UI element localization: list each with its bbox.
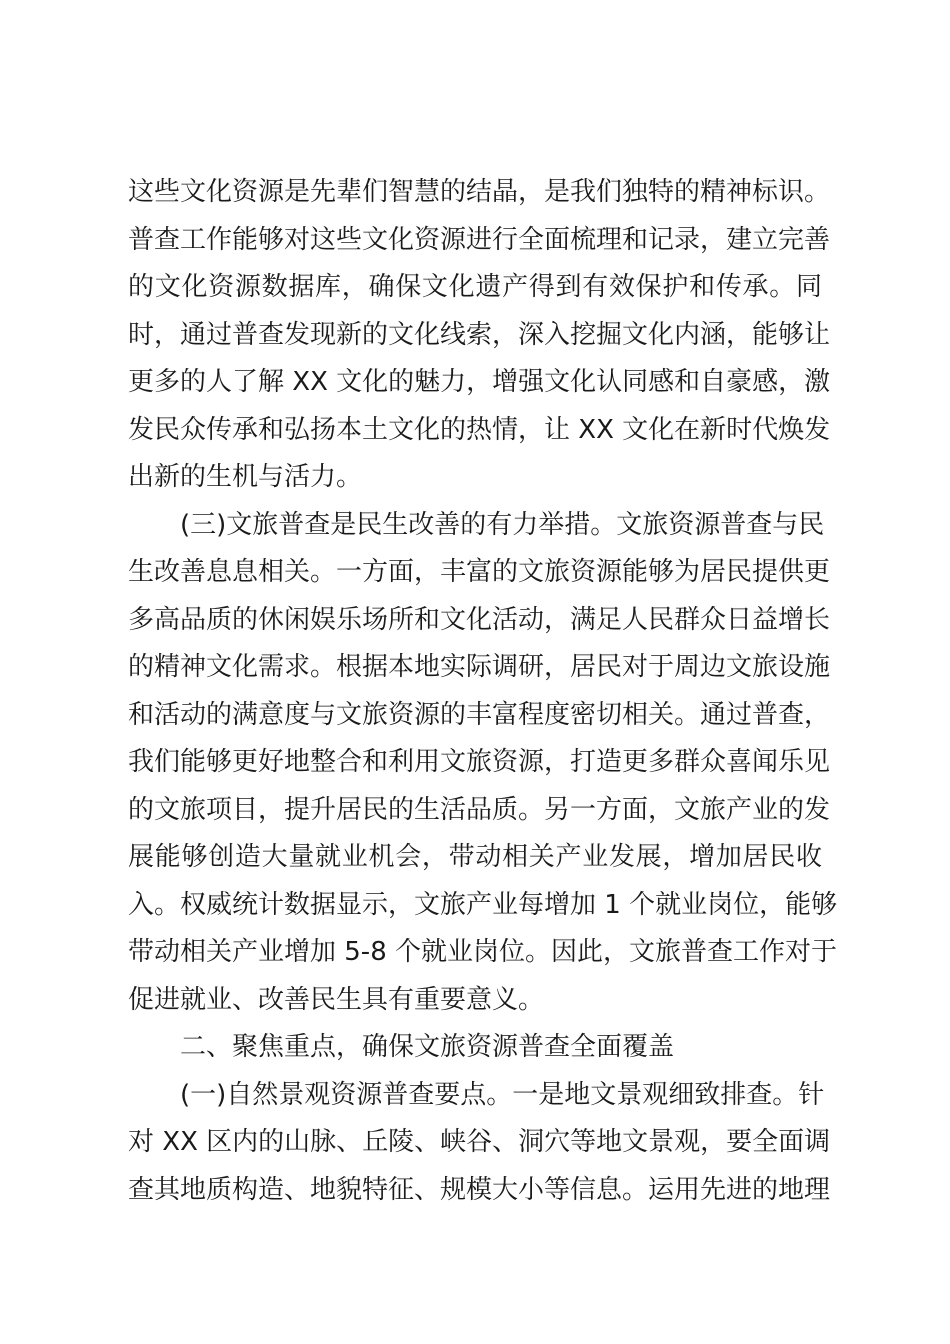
text-line: 入。权威统计数据显示，文旅产业每增加 1 个就业岗位，能够 — [128, 889, 838, 920]
text-line: 和活动的满意度与文旅资源的丰富程度密切相关。通过普查， — [128, 699, 831, 730]
text-line: 这些文化资源是先辈们智慧的结晶，是我们独特的精神标识。 — [128, 177, 831, 207]
paragraph-first-line: (一)自然景观资源普查要点。一是地文景观细致排查。针 — [180, 1079, 825, 1110]
text-line: 更多的人了解 XX 文化的魅力，增强文化认同感和自豪感，激 — [128, 367, 831, 397]
text-line: 普查工作能够对这些文化资源进行全面梳理和记录，建立完善 — [128, 224, 831, 255]
text-line: 的文旅项目，提升居民的生活品质。另一方面，文旅产业的发 — [128, 794, 831, 825]
text-line: 带动相关产业增加 5-8 个就业岗位。因此，文旅普查工作对于 — [128, 937, 837, 967]
text-line: 促进就业、改善民生具有重要意义。 — [128, 984, 545, 1015]
document-body — [128, 169, 838, 1214]
text-line: 的文化资源数据库，确保文化遗产得到有效保护和传承。同 — [128, 272, 822, 302]
text-line: 出新的生机与活力。 — [128, 462, 363, 492]
text-line: 时，通过普查发现新的文化线索，深入挖掘文化内涵，能够让 — [128, 319, 831, 350]
paragraph-first-line: (三)文旅普查是民生改善的有力举措。文旅资源普查与民 — [180, 509, 825, 540]
text-line: 我们能够更好地整合和利用文旅资源，打造更多群众喜闻乐见 — [128, 747, 831, 777]
text-line: 多高品质的休闲娱乐场所和文化活动，满足人民群众日益增长 — [128, 604, 831, 635]
paragraph-first-line: 二、聚焦重点，确保文旅资源普查全面覆盖 — [180, 1032, 675, 1062]
text-line: 发民众传承和弘扬本土文化的热情，让 XX 文化在新时代焕发 — [128, 414, 831, 445]
text-line: 的精神文化需求。根据本地实际调研，居民对于周边文旅设施 — [128, 652, 831, 682]
text-line: 展能够创造大量就业机会，带动相关产业发展，增加居民收 — [128, 842, 822, 872]
text-line: 查其地质构造、地貌特征、规模大小等信息。运用先进的地理 — [128, 1174, 831, 1205]
text-line: 生改善息息相关。一方面，丰富的文旅资源能够为居民提供更 — [128, 557, 831, 587]
text-line: 对 XX 区内的山脉、丘陵、峡谷、洞穴等地文景观，要全面调 — [128, 1127, 831, 1157]
